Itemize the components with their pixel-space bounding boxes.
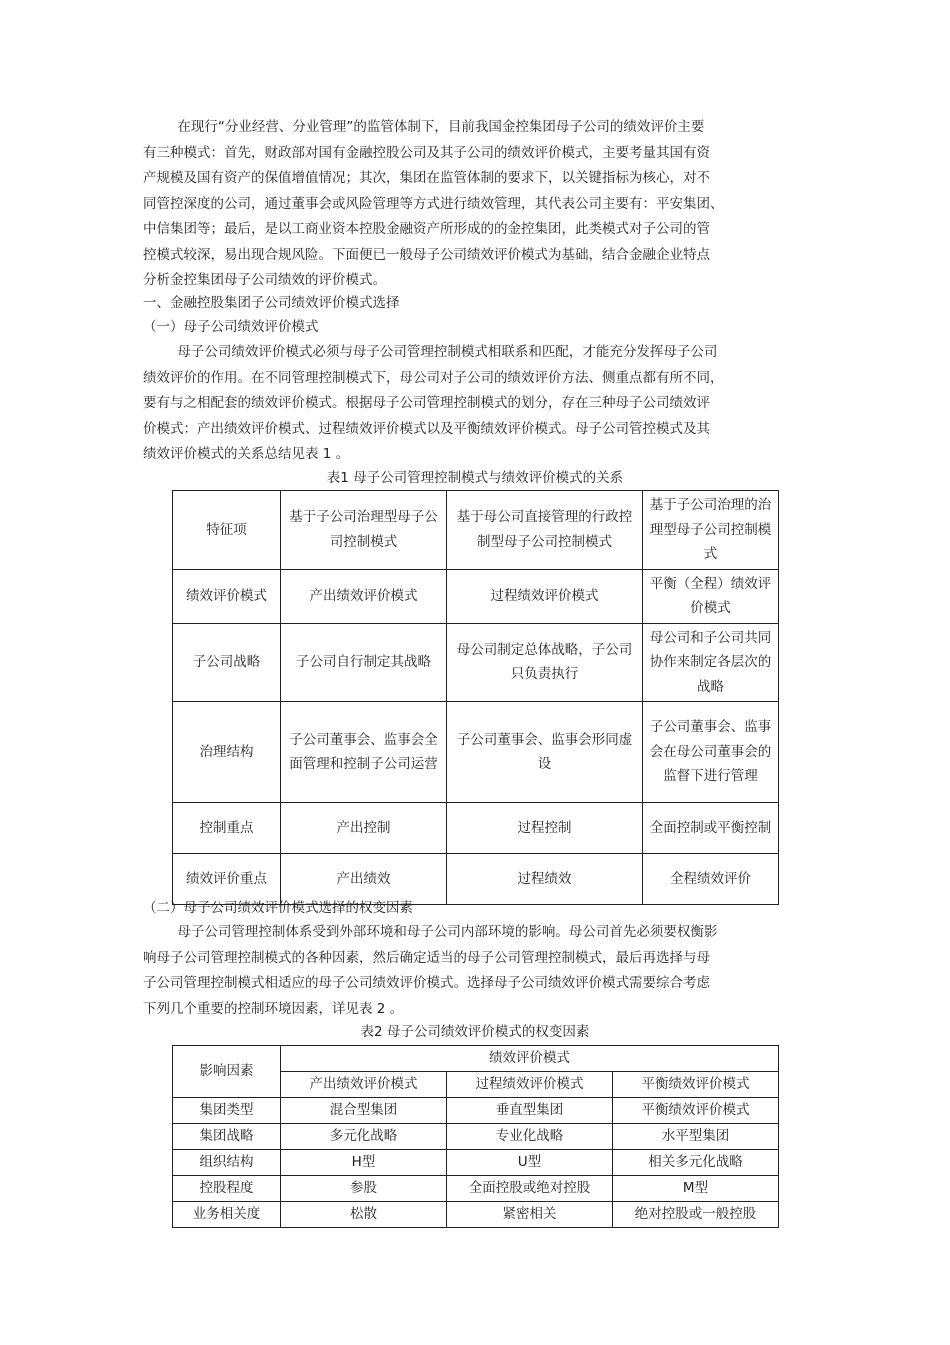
text-line: 绩效评价模式的关系总结见表 1 。 (143, 446, 350, 462)
text-line: 价模式：产出绩效评价模式、过程绩效评价模式以及平衡绩效评价模式。母子公司管控模式及其 (143, 420, 710, 437)
table-cell: 组织结构 (173, 1150, 281, 1176)
table-cell: 产出控制 (281, 803, 447, 854)
text-line: 母子公司管理控制体系受到外部环境和母子公司内部环境的影响。母公司首先必须要权衡影 (143, 924, 718, 940)
table1 (172, 490, 779, 905)
table-cell: 松散 (281, 1202, 447, 1228)
text-line: 响母子公司管理控制模式的各种因素，然后确定适当的母子公司管理控制模式，最后再选择与母 (143, 949, 710, 966)
table-cell: 混合型集团 (281, 1098, 447, 1124)
table-header-row (173, 1046, 779, 1072)
text-line: 母子公司绩效评价模式必须与母子公司管理控制模式相联系和匹配，才能充分发挥母子公司 (143, 344, 718, 360)
table-cell: 基于子公司治理型母子公司控制模式 (281, 491, 447, 570)
table-cell: 全面控制或平衡控制 (643, 803, 779, 854)
table2-caption: 表2 母子公司绩效评价模式的权变因素 (360, 1024, 590, 1040)
table-row (173, 1098, 779, 1124)
text-line: 控模式较深，易出现合规风险。下面便已一般母子公司绩效评价模式为基础，结合金融企业特点 (143, 246, 710, 263)
table-cell: 过程绩效 (447, 854, 643, 905)
text-line: 有三种模式：首先，财政部对国有金融控股公司及其子公司的绩效评价模式，主要考量其国有资 (143, 144, 710, 161)
table-row (173, 702, 779, 803)
table-cell: M型 (613, 1176, 779, 1202)
table-cell: 业务相关度 (173, 1202, 281, 1228)
table-row (173, 491, 779, 570)
table-cell: H型 (281, 1150, 447, 1176)
table-cell: 基于母公司直接管理的行政控制型母子公司控制模式 (447, 491, 643, 570)
table-header-cell: 过程绩效评价模式 (447, 1072, 613, 1098)
table-row (173, 1124, 779, 1150)
subsection-heading: （一）母子公司绩效评价模式 (143, 319, 319, 335)
text-line: 下列几个重要的控制环境因素，详见表 2 。 (143, 1000, 404, 1017)
table-cell: 产出绩效 (281, 854, 447, 905)
table-cell: 子公司自行制定其战略 (281, 623, 447, 702)
table-cell: 参股 (281, 1176, 447, 1202)
subsection1-paragraph (143, 340, 808, 468)
section-heading: 一、金融控股集团子公司绩效评价模式选择 (143, 295, 400, 311)
subsection2-paragraph (143, 920, 808, 1022)
text-line: 要有与之相配套的绩效评价模式。根据母子公司管理控制模式的划分，存在三种母子公司绩效评 (143, 395, 710, 411)
table1-caption: 表1 母子公司管理控制模式与绩效评价模式的关系 (326, 470, 624, 486)
table-cell: 相关多元化战略 (613, 1150, 779, 1176)
table-cell: 集团类型 (173, 1098, 281, 1124)
table-cell: 垂直型集团 (447, 1098, 613, 1124)
text-line: 同管控深度的公司，通过董事会或风险管理等方式进行绩效管理，其代表公司主要有：平安集团、 (143, 195, 724, 212)
table-row (173, 1202, 779, 1228)
table-cell: 全程绩效评价 (643, 854, 779, 905)
table-header-cell: 产出绩效评价模式 (281, 1072, 447, 1098)
table-cell: 子公司董事会、监事会形同虚设 (447, 702, 643, 803)
table-cell: 平衡（全程）绩效评价模式 (643, 569, 779, 623)
table-cell: U型 (447, 1150, 613, 1176)
table-cell: 绩效评价重点 (173, 854, 281, 905)
text-line: 子公司管理控制模式相适应的母子公司绩效评价模式。选择母子公司绩效评价模式需要综合考虑 (143, 975, 710, 991)
table-cell: 多元化战略 (281, 1124, 447, 1150)
table-cell: 过程控制 (447, 803, 643, 854)
table-row (173, 623, 779, 702)
text-line: 产规模及国有资产的保值增值情况；其次，集团在监管体制的要求下，以关键指标为核心，对不 (143, 170, 710, 186)
text-line: 绩效评价的作用。在不同管理控制模式下，母公司对子公司的绩效评价方法、侧重点都有所不同， (143, 369, 724, 386)
table-row (173, 1176, 779, 1202)
table-cell: 子公司董事会、监事会全面管理和控制子公司运营 (281, 702, 447, 803)
table-cell: 母公司制定总体战略，子公司只负责执行 (447, 623, 643, 702)
table-cell: 子公司董事会、监事会在母公司董事会的监督下进行管理 (643, 702, 779, 803)
table-cell: 水平型集团 (613, 1124, 779, 1150)
table-cell: 绝对控股或一般控股 (613, 1202, 779, 1228)
table-header-cell: 平衡绩效评价模式 (613, 1072, 779, 1098)
table-cell: 平衡绩效评价模式 (613, 1098, 779, 1124)
table-header-cell: 绩效评价模式 (281, 1046, 779, 1072)
table-cell: 治理结构 (173, 702, 281, 803)
table-cell: 专业化战略 (447, 1124, 613, 1150)
intro-paragraph (143, 115, 808, 294)
table-cell: 子公司战略 (173, 623, 281, 702)
text-line: 分析金控集团母子公司绩效的评价模式。 (143, 272, 386, 288)
table-row (173, 1150, 779, 1176)
table-cell: 绩效评价模式 (173, 569, 281, 623)
table-cell: 母公司和子公司共同协作来制定各层次的战略 (643, 623, 779, 702)
table-cell: 集团战略 (173, 1124, 281, 1150)
table-cell: 过程绩效评价模式 (447, 569, 643, 623)
table2 (172, 1045, 779, 1228)
table-cell: 基于子公司治理的治理型母子公司控制模式 (643, 491, 779, 570)
text-line: 在现行“分业经营、分业管理”的监管体制下，目前我国金控集团母子公司的绩效评价主要 (143, 119, 705, 135)
table-header-cell: 影响因素 (173, 1046, 281, 1098)
table-cell: 紧密相关 (447, 1202, 613, 1228)
table-cell: 特征项 (173, 491, 281, 570)
table-row (173, 803, 779, 854)
table-cell: 产出绩效评价模式 (281, 569, 447, 623)
table-cell: 控股程度 (173, 1176, 281, 1202)
subsection-heading: （二）母子公司绩效评价模式选择的权变因素 (143, 900, 413, 916)
table-cell: 全面控股或绝对控股 (447, 1176, 613, 1202)
table-cell: 控制重点 (173, 803, 281, 854)
table-row (173, 569, 779, 623)
text-line: 中信集团等；最后，是以工商业资本控股金融资产所形成的的金控集团，此类模式对子公司的管 (143, 221, 710, 237)
